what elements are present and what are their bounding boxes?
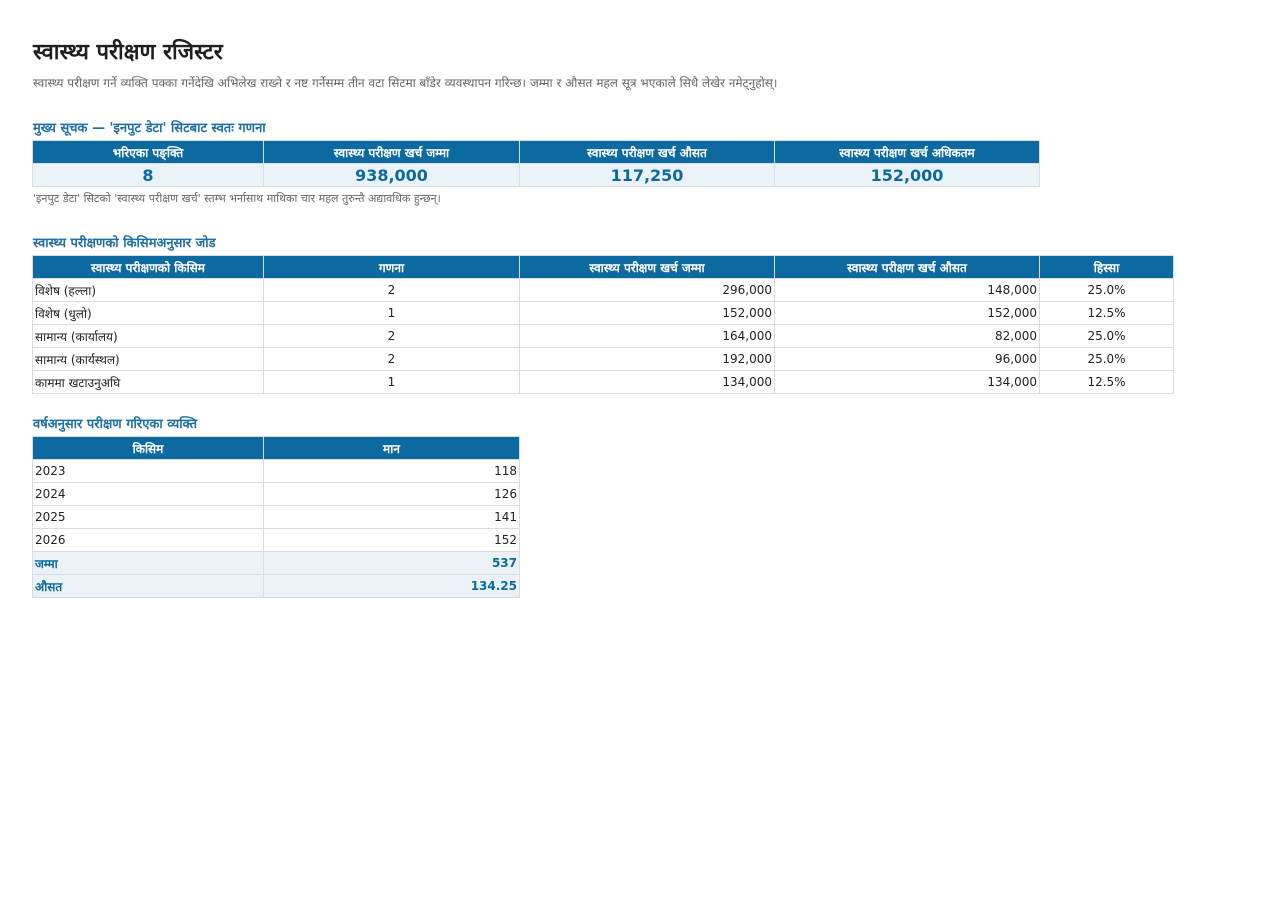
cell-year[interactable]: 2025 xyxy=(33,506,264,529)
kpi-value-cost-average[interactable]: 117,250 xyxy=(520,164,775,187)
cell-count[interactable]: 1 xyxy=(264,371,520,394)
cell-share[interactable]: 25.0% xyxy=(1040,348,1174,371)
header-cell-total[interactable]: स्वास्थ्य परीक्षण खर्च जम्मा xyxy=(520,256,775,279)
total-row xyxy=(33,552,520,575)
page-subtitle: स्वास्थ्य परीक्षण गर्ने व्यक्ति पक्का गर्नेदेखि अभिलेख राख्ने र नष्ट गर्नेसम्म तीन वटा सिटमा बाँडेर व्यवस्थापन गरिन्छ। जम्मा र औसत महल सूत्र भएकाले सिधै लेखेर नमेट्नुहोस्। xyxy=(33,76,778,90)
table-row xyxy=(33,302,1174,325)
kpi-header-cell[interactable]: स्वास्थ्य परीक्षण खर्च औसत xyxy=(520,141,775,164)
total-value[interactable]: 537 xyxy=(264,552,520,575)
by-type-table xyxy=(32,255,1174,394)
table-row xyxy=(33,506,520,529)
kpi-value-row xyxy=(33,164,1040,187)
header-cell-type[interactable]: स्वास्थ्य परीक्षणको किसिम xyxy=(33,256,264,279)
kpi-header-cell[interactable]: भरिएका पङ्क्ति xyxy=(33,141,264,164)
cell-average[interactable]: 152,000 xyxy=(775,302,1040,325)
table-row xyxy=(33,460,520,483)
cell-count[interactable]: 2 xyxy=(264,279,520,302)
cell-year[interactable]: 2024 xyxy=(33,483,264,506)
cell-average[interactable]: 148,000 xyxy=(775,279,1040,302)
average-label[interactable]: औसत xyxy=(33,575,264,598)
cell-total[interactable]: 134,000 xyxy=(520,371,775,394)
cell-average[interactable]: 82,000 xyxy=(775,325,1040,348)
cell-value[interactable]: 152 xyxy=(264,529,520,552)
kpi-header-cell[interactable]: स्वास्थ्य परीक्षण खर्च अधिकतम xyxy=(775,141,1040,164)
cell-share[interactable]: 12.5% xyxy=(1040,302,1174,325)
average-value[interactable]: 134.25 xyxy=(264,575,520,598)
cell-type[interactable]: सामान्य (कार्यस्थल) xyxy=(33,348,264,371)
by-type-section-title: स्वास्थ्य परीक्षणको किसिमअनुसार जोड xyxy=(33,236,216,251)
kpi-value-cost-max[interactable]: 152,000 xyxy=(775,164,1040,187)
table-row xyxy=(33,483,520,506)
table-row xyxy=(33,529,520,552)
kpi-section-title: मुख्य सूचक — 'इनपुट डेटा' सिटबाट स्वतः गणना xyxy=(33,121,266,136)
cell-total[interactable]: 192,000 xyxy=(520,348,775,371)
cell-average[interactable]: 134,000 xyxy=(775,371,1040,394)
table-row xyxy=(33,371,1174,394)
cell-value[interactable]: 118 xyxy=(264,460,520,483)
table-header-row xyxy=(33,256,1174,279)
cell-year[interactable]: 2026 xyxy=(33,529,264,552)
cell-type[interactable]: विशेष (धुलो) xyxy=(33,302,264,325)
by-year-table xyxy=(32,436,520,598)
cell-type[interactable]: विशेष (हल्ला) xyxy=(33,279,264,302)
kpi-note: 'इनपुट डेटा' सिटको 'स्वास्थ्य परीक्षण खर्च' स्तम्भ भर्नासाथ माथिका चार महल तुरुन्तै अद्यावधिक हुन्छन्। xyxy=(33,192,441,205)
cell-count[interactable]: 1 xyxy=(264,302,520,325)
cell-share[interactable]: 25.0% xyxy=(1040,279,1174,302)
page-title: स्वास्थ्य परीक्षण रजिस्टर xyxy=(33,40,223,65)
header-cell-average[interactable]: स्वास्थ्य परीक्षण खर्च औसत xyxy=(775,256,1040,279)
header-cell-kind[interactable]: किसिम xyxy=(33,437,264,460)
total-label[interactable]: जम्मा xyxy=(33,552,264,575)
kpi-table xyxy=(32,140,1040,187)
cell-total[interactable]: 164,000 xyxy=(520,325,775,348)
cell-value[interactable]: 126 xyxy=(264,483,520,506)
cell-share[interactable]: 12.5% xyxy=(1040,371,1174,394)
cell-value[interactable]: 141 xyxy=(264,506,520,529)
kpi-header-cell[interactable]: स्वास्थ्य परीक्षण खर्च जम्मा xyxy=(264,141,520,164)
average-row xyxy=(33,575,520,598)
kpi-header-row xyxy=(33,141,1040,164)
cell-type[interactable]: काममा खटाउनुअघि xyxy=(33,371,264,394)
cell-average[interactable]: 96,000 xyxy=(775,348,1040,371)
table-row xyxy=(33,348,1174,371)
header-cell-share[interactable]: हिस्सा xyxy=(1040,256,1174,279)
table-header-row xyxy=(33,437,520,460)
header-cell-count[interactable]: गणना xyxy=(264,256,520,279)
table-row xyxy=(33,325,1174,348)
cell-year[interactable]: 2023 xyxy=(33,460,264,483)
kpi-value-cost-total[interactable]: 938,000 xyxy=(264,164,520,187)
cell-share[interactable]: 25.0% xyxy=(1040,325,1174,348)
cell-total[interactable]: 152,000 xyxy=(520,302,775,325)
cell-count[interactable]: 2 xyxy=(264,348,520,371)
by-year-section-title: वर्षअनुसार परीक्षण गरिएका व्यक्ति xyxy=(33,417,198,432)
cell-count[interactable]: 2 xyxy=(264,325,520,348)
cell-total[interactable]: 296,000 xyxy=(520,279,775,302)
header-cell-value[interactable]: मान xyxy=(264,437,520,460)
kpi-value-rows-filled[interactable]: 8 xyxy=(33,164,264,187)
cell-type[interactable]: सामान्य (कार्यालय) xyxy=(33,325,264,348)
table-row xyxy=(33,279,1174,302)
